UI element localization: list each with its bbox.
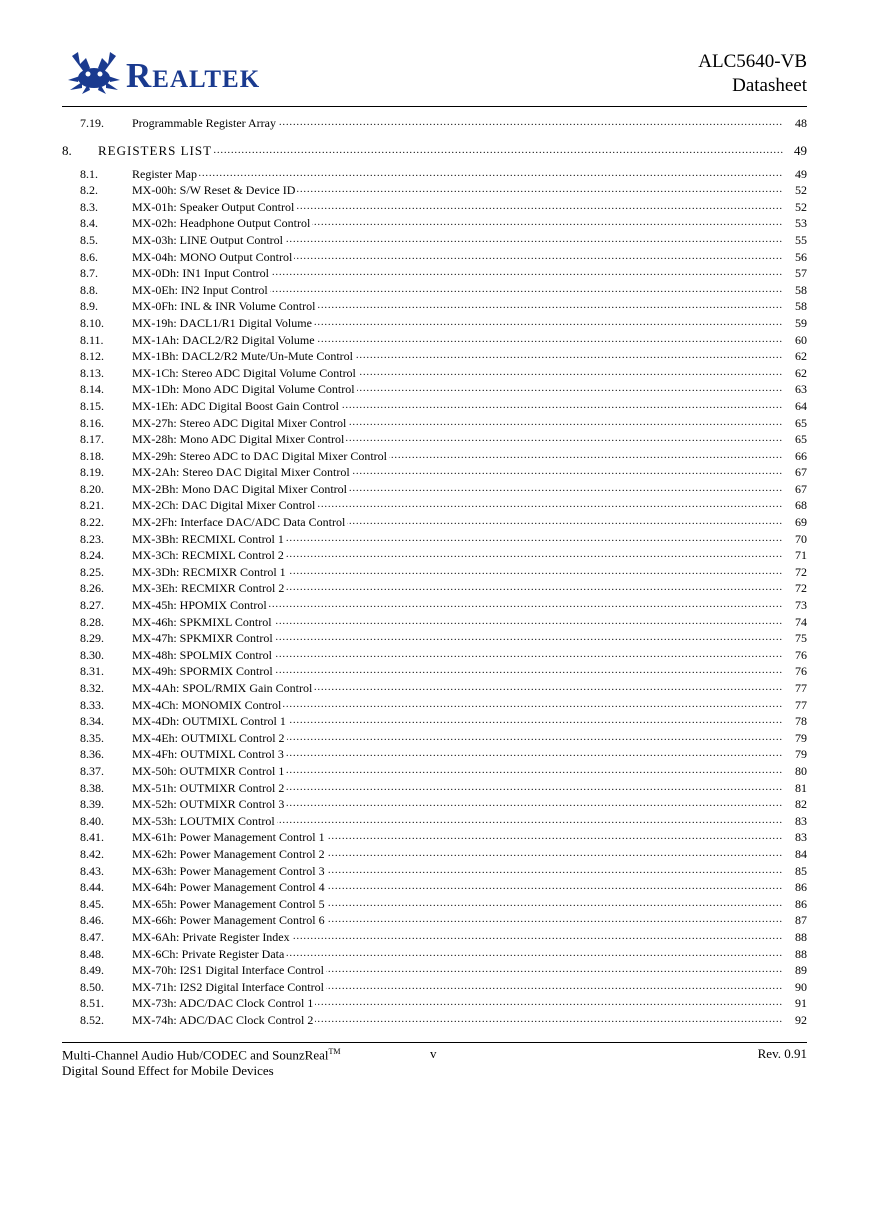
toc-entry[interactable] — [62, 730, 807, 747]
toc-entry-page: 76 — [795, 664, 807, 679]
toc-entry-title — [132, 647, 783, 664]
toc-entry-title-text: MX-1Dh: Mono ADC Digital Volume Control — [132, 382, 355, 397]
toc-entry-title — [132, 813, 783, 830]
toc-entry-number: 8.27. — [80, 598, 104, 613]
toc-entry-title-text: Programmable Register Array — [132, 116, 276, 130]
toc-entry-title — [132, 846, 783, 863]
toc-entry-title — [132, 879, 783, 896]
toc-entry-number: 8.30. — [80, 647, 104, 662]
toc-entry[interactable] — [62, 796, 807, 813]
toc-entry-page: 77 — [795, 697, 807, 712]
toc-entry[interactable] — [62, 663, 807, 680]
toc-entry-number: 8.51. — [80, 996, 104, 1011]
toc-entry-number: 8.50. — [80, 979, 104, 994]
toc-entry-title — [132, 630, 783, 647]
toc-entry[interactable] — [62, 813, 807, 830]
toc-entry-title-text: MX-73h: ADC/DAC Clock Control 1 — [132, 996, 314, 1011]
toc-entry[interactable] — [62, 1012, 807, 1029]
toc-entry[interactable] — [62, 431, 807, 448]
toc-entry-page: 56 — [795, 249, 807, 264]
toc-entry-title — [132, 448, 783, 465]
toc-entry-number: 8.41. — [80, 830, 104, 845]
toc-entry-page: 79 — [795, 747, 807, 762]
document-title — [698, 50, 807, 98]
trademark-mark: TM — [328, 1047, 341, 1056]
toc-entry-number: 8.47. — [80, 929, 104, 944]
toc-entry[interactable] — [62, 912, 807, 929]
toc-entry[interactable] — [62, 315, 807, 332]
toc-entry[interactable] — [62, 140, 807, 162]
toc-entry-title-text: MX-27h: Stereo ADC Digital Mixer Control — [132, 415, 347, 430]
toc-entry-title-text: MX-71h: I2S2 Digital Interface Control — [132, 979, 324, 994]
toc-entry-page: 90 — [795, 979, 807, 994]
toc-entry-number: 8.49. — [80, 963, 104, 978]
toc-entry[interactable] — [62, 348, 807, 365]
toc-entry-title — [132, 929, 783, 946]
toc-entry-title-text: MX-0Eh: IN2 Input Control — [132, 282, 268, 297]
toc-entry-number: 8.10. — [80, 315, 104, 330]
document-type: Datasheet — [732, 75, 807, 96]
toc-entry[interactable] — [62, 763, 807, 780]
toc-entry[interactable] — [62, 298, 807, 315]
toc-entry-number: 8.44. — [80, 880, 104, 895]
toc-entry-number: 7.19. — [80, 116, 104, 130]
toc-entry-page: 64 — [795, 398, 807, 413]
toc-entry-title-text: MX-2Ah: Stereo DAC Digital Mixer Control — [132, 465, 350, 480]
toc-entry-title-text: MX-53h: LOUTMIX Control — [132, 813, 275, 828]
toc-entry-number: 8.18. — [80, 448, 104, 463]
toc-entry-page: 80 — [795, 763, 807, 778]
crab-logo-icon — [64, 50, 124, 100]
toc-entry-page: 59 — [795, 315, 807, 330]
toc-entry-number: 8.11. — [80, 332, 104, 347]
toc-entry-page: 77 — [795, 681, 807, 695]
toc-entry-title — [132, 249, 783, 266]
toc-entry-title — [132, 946, 783, 963]
toc-entry-number: 8.34. — [80, 714, 104, 729]
toc-entry-page: 63 — [795, 382, 807, 397]
toc-entry-title — [132, 431, 783, 448]
toc-entry-page: 87 — [795, 913, 807, 928]
toc-entry-title — [132, 547, 783, 564]
toc-entry-number: 8.35. — [80, 730, 104, 745]
toc-entry-title — [132, 697, 783, 714]
toc-entry[interactable] — [62, 381, 807, 398]
toc-entry-page: 68 — [795, 498, 807, 513]
toc-entry-page: 58 — [795, 282, 807, 297]
toc-entry-number: 8.32. — [80, 681, 104, 695]
toc-entry-title — [132, 680, 783, 697]
toc-entry-title — [132, 514, 783, 531]
toc-entry-page: 52 — [795, 183, 807, 198]
toc-entry-number: 8.26. — [80, 581, 104, 596]
toc-entry-title-text: MX-47h: SPKMIXR Control — [132, 631, 273, 646]
toc-entry-page: 69 — [795, 515, 807, 530]
toc-entry-page: 81 — [795, 780, 807, 795]
toc-entry-title-text: MX-3Ch: RECMIXL Control 2 — [132, 548, 284, 563]
toc-entry-title — [132, 597, 783, 614]
toc-entry-title-text: MX-3Dh: RECMIXR Control 1 — [132, 564, 286, 579]
toc-entry-title-text: REGISTERS LIST — [98, 142, 213, 158]
toc-entry-number: 8.43. — [80, 863, 104, 878]
toc-entry[interactable] — [62, 979, 807, 996]
toc-entry-title — [132, 398, 783, 415]
toc-entry-title — [132, 580, 783, 597]
toc-entry-title — [132, 115, 783, 132]
toc-entry-number: 8.39. — [80, 797, 104, 812]
toc-entry-title — [132, 912, 783, 929]
toc-entry-number: 8.52. — [80, 1012, 104, 1027]
part-number: ALC5640-VB — [698, 51, 807, 72]
toc-entry-page: 71 — [795, 548, 807, 563]
toc-entry-title — [132, 282, 783, 299]
toc-entry-title — [132, 663, 783, 680]
toc-entry[interactable] — [62, 265, 807, 282]
footer-description — [62, 1044, 340, 1079]
toc-entry[interactable] — [62, 531, 807, 548]
toc-entry-number: 8.28. — [80, 614, 104, 629]
toc-entry-page: 67 — [795, 465, 807, 480]
toc-entry-title — [132, 365, 783, 382]
toc-entry-title — [132, 332, 783, 349]
toc-entry-page: 78 — [795, 714, 807, 729]
footer-divider — [62, 1042, 807, 1043]
toc-entry-title — [132, 746, 783, 763]
toc-entry-page: 85 — [795, 863, 807, 878]
toc-entry-page: 91 — [795, 996, 807, 1011]
toc-entry-title-text: MX-19h: DACL1/R1 Digital Volume — [132, 315, 312, 330]
toc-entry-title — [132, 348, 783, 365]
toc-entry-title-text: MX-62h: Power Management Control 2 — [132, 846, 325, 861]
toc-entry[interactable] — [62, 547, 807, 564]
toc-entry-number: 8.37. — [80, 763, 104, 778]
toc-entry-title-text: MX-46h: SPKMIXL Control — [132, 614, 272, 629]
toc-entry-title — [132, 962, 783, 979]
toc-entry[interactable] — [62, 879, 807, 896]
toc-entry-page: 49 — [795, 166, 807, 181]
toc-entry-title-text: MX-00h: S/W Reset & Device ID — [132, 183, 296, 198]
toc-entry-title — [132, 497, 783, 514]
toc-entry-title-text: MX-64h: Power Management Control 4 — [132, 880, 325, 895]
toc-entry[interactable] — [62, 564, 807, 581]
table-of-contents — [62, 115, 807, 1028]
toc-entry-page: 86 — [795, 896, 807, 911]
toc-entry-page: 86 — [795, 880, 807, 895]
toc-entry-number: 8.1. — [80, 166, 98, 181]
toc-entry-number: 8.45. — [80, 896, 104, 911]
toc-entry-title — [132, 381, 783, 398]
toc-entry-number: 8.22. — [80, 515, 104, 530]
toc-entry-title-text: MX-1Ah: DACL2/R2 Digital Volume — [132, 332, 315, 347]
toc-entry-title-text: MX-03h: LINE Output Control — [132, 232, 283, 247]
toc-entry-page: 62 — [795, 365, 807, 380]
toc-entry[interactable] — [62, 166, 807, 183]
toc-entry-title-text: MX-28h: Mono ADC Digital Mixer Control — [132, 432, 345, 447]
toc-entry-page: 49 — [794, 142, 807, 158]
toc-entry-number: 8.23. — [80, 531, 104, 546]
toc-entry-page: 65 — [795, 415, 807, 430]
toc-entry-number: 8.15. — [80, 398, 104, 413]
toc-entry-number: 8.14. — [80, 382, 104, 397]
toc-entry-title — [132, 265, 783, 282]
toc-entry-title-text: MX-6Ah: Private Register Index — [132, 929, 290, 944]
header-divider — [62, 106, 807, 107]
toc-entry-title — [132, 481, 783, 498]
toc-entry-title-text: MX-3Bh: RECMIXL Control 1 — [132, 531, 284, 546]
toc-entry[interactable] — [62, 464, 807, 481]
toc-entry-title-text: MX-3Eh: RECMIXR Control 2 — [132, 581, 285, 596]
toc-entry-title-text: MX-50h: OUTMIXR Control 1 — [132, 763, 285, 778]
toc-entry-title — [132, 979, 783, 996]
toc-entry[interactable] — [62, 365, 807, 382]
toc-entry-title-text: MX-63h: Power Management Control 3 — [132, 863, 325, 878]
toc-entry-page: 62 — [795, 349, 807, 364]
toc-entry-title — [132, 829, 783, 846]
toc-entry-title — [132, 614, 783, 631]
toc-entry-title — [132, 415, 783, 432]
toc-entry-number: 8.12. — [80, 349, 104, 364]
toc-entry-title-text: Register Map — [132, 166, 197, 181]
toc-entry-page: 82 — [795, 797, 807, 812]
toc-entry-title-text: MX-52h: OUTMIXR Control 3 — [132, 797, 285, 812]
toc-entry-page: 70 — [795, 531, 807, 546]
toc-entry[interactable] — [62, 282, 807, 299]
toc-entry-number: 8.6. — [80, 249, 98, 264]
toc-entry-number: 8.48. — [80, 946, 104, 961]
toc-entry-number: 8.13. — [80, 365, 104, 380]
toc-entry-number: 8.5. — [80, 232, 98, 247]
toc-entry-title — [132, 531, 783, 548]
toc-entry-title-text: MX-29h: Stereo ADC to DAC Digital Mixer Control — [132, 448, 387, 463]
toc-entry-page: 79 — [795, 730, 807, 745]
toc-entry-page: 88 — [795, 929, 807, 944]
toc-entry-number: 8.21. — [80, 498, 104, 513]
toc-entry-title — [132, 863, 783, 880]
toc-entry-number: 8.38. — [80, 780, 104, 795]
toc-entry[interactable] — [62, 497, 807, 514]
toc-entry[interactable] — [62, 199, 807, 216]
toc-entry-number: 8.4. — [80, 216, 98, 231]
toc-entry[interactable] — [62, 697, 807, 714]
toc-entry-title-text: MX-2Ch: DAC Digital Mixer Control — [132, 498, 316, 513]
toc-entry-title-text: MX-0Dh: IN1 Input Control — [132, 266, 269, 281]
toc-entry-title — [132, 896, 783, 913]
toc-entry-title — [132, 464, 783, 481]
toc-entry[interactable] — [62, 995, 807, 1012]
toc-entry-title-text: MX-1Ch: Stereo ADC Digital Volume Control — [132, 365, 356, 380]
toc-entry-title — [132, 995, 783, 1012]
toc-entry[interactable] — [62, 249, 807, 266]
toc-entry-page: 92 — [795, 1012, 807, 1027]
toc-entry-title — [132, 298, 783, 315]
realtek-logo — [64, 50, 294, 100]
toc-entry-title-text: MX-0Fh: INL & INR Volume Control — [132, 299, 316, 314]
revision: Rev. 0.91 — [757, 1046, 807, 1061]
toc-entry-page: 58 — [795, 299, 807, 314]
toc-entry[interactable] — [62, 829, 807, 846]
page-number: v — [430, 1046, 437, 1061]
toc-entry-number: 8.8. — [80, 282, 98, 297]
toc-entry-title-text: MX-74h: ADC/DAC Clock Control 2 — [132, 1012, 314, 1027]
toc-entry-title-text: MX-4Ah: SPOL/RMIX Gain Control — [132, 681, 313, 695]
toc-entry-title-text: MX-6Ch: Private Register Data — [132, 946, 285, 961]
brand-name: Realtek — [126, 56, 261, 95]
toc-entry-page: 53 — [795, 216, 807, 231]
toc-entry-number: 8.33. — [80, 697, 104, 712]
toc-entry-title-text: MX-02h: Headphone Output Control — [132, 216, 311, 231]
toc-entry[interactable] — [62, 580, 807, 597]
toc-entry[interactable] — [62, 332, 807, 349]
footer-line-1: Multi-Channel Audio Hub/CODEC and SounzReal — [62, 1047, 329, 1063]
toc-entry[interactable] — [62, 780, 807, 797]
toc-entry-number: 8.9. — [80, 299, 98, 314]
toc-entry-title-text: MX-1Eh: ADC Digital Boost Gain Control — [132, 398, 339, 413]
toc-entry[interactable] — [62, 929, 807, 946]
toc-entry[interactable] — [62, 614, 807, 631]
toc-entry-number: 8.2. — [80, 183, 98, 198]
toc-entry-page: 89 — [795, 963, 807, 978]
toc-entry-page: 67 — [795, 481, 807, 496]
toc-entry-title-text: MX-48h: SPOLMIX Control — [132, 647, 273, 662]
toc-entry-title — [132, 315, 783, 332]
toc-entry-title — [98, 140, 783, 162]
toc-entry[interactable] — [62, 597, 807, 614]
toc-entry-page: 88 — [795, 946, 807, 961]
toc-entry-page: 55 — [795, 232, 807, 247]
toc-entry[interactable] — [62, 448, 807, 465]
toc-entry[interactable] — [62, 946, 807, 963]
toc-entry-title-text: MX-2Fh: Interface DAC/ADC Data Control — [132, 515, 346, 530]
toc-entry-title — [132, 796, 783, 813]
toc-entry[interactable] — [62, 647, 807, 664]
toc-entry[interactable] — [62, 863, 807, 880]
toc-entry[interactable] — [62, 514, 807, 531]
toc-entry-title — [132, 232, 783, 249]
footer-line-2: Digital Sound Effect for Mobile Devices — [62, 1063, 274, 1079]
toc-entry-page: 84 — [795, 846, 807, 861]
toc-entry-page: 72 — [795, 564, 807, 579]
toc-entry-page: 74 — [795, 614, 807, 629]
toc-entry-title — [132, 215, 783, 232]
toc-entry-title — [132, 199, 783, 216]
toc-entry-page: 75 — [795, 631, 807, 646]
toc-entry-title-text: MX-49h: SPORMIX Control — [132, 664, 273, 679]
toc-entry-title-text: MX-70h: I2S1 Digital Interface Control — [132, 963, 324, 978]
toc-entry-title — [132, 564, 783, 581]
toc-entry-title-text: MX-4Eh: OUTMIXL Control 2 — [132, 730, 285, 745]
toc-entry-title — [132, 730, 783, 747]
toc-entry[interactable] — [62, 846, 807, 863]
toc-entry-number: 8. — [62, 142, 72, 158]
toc-entry-number: 8.36. — [80, 747, 104, 762]
toc-entry-page: 66 — [795, 448, 807, 463]
toc-entry-title — [132, 166, 783, 183]
toc-entry-title-text: MX-66h: Power Management Control 6 — [132, 913, 325, 928]
toc-entry-page: 65 — [795, 432, 807, 447]
toc-entry-title-text: MX-04h: MONO Output Control — [132, 249, 293, 264]
toc-entry-number: 8.7. — [80, 266, 98, 281]
toc-entry-number: 8.31. — [80, 664, 104, 679]
toc-entry-page: 83 — [795, 830, 807, 845]
toc-entry[interactable] — [62, 630, 807, 647]
toc-entry[interactable] — [62, 415, 807, 432]
toc-entry[interactable] — [62, 215, 807, 232]
toc-entry-number: 8.24. — [80, 548, 104, 563]
toc-entry-title-text: MX-45h: HPOMIX Control — [132, 598, 267, 613]
toc-entry-number: 8.16. — [80, 415, 104, 430]
toc-entry[interactable] — [62, 182, 807, 199]
toc-entry-title-text: MX-1Bh: DACL2/R2 Mute/Un-Mute Control — [132, 349, 353, 364]
toc-entry-page: 48 — [795, 116, 807, 130]
toc-entry-title-text: MX-4Ch: MONOMIX Control — [132, 697, 282, 712]
toc-entry-number: 8.46. — [80, 913, 104, 928]
toc-entry-number: 8.42. — [80, 846, 104, 861]
toc-entry-title — [132, 763, 783, 780]
toc-entry[interactable] — [62, 962, 807, 979]
toc-entry-page: 57 — [795, 266, 807, 281]
toc-entry-number: 8.29. — [80, 631, 104, 646]
toc-entry-title — [132, 1012, 783, 1029]
toc-entry-page: 52 — [795, 199, 807, 214]
toc-entry-number: 8.19. — [80, 465, 104, 480]
toc-entry-number: 8.3. — [80, 199, 98, 214]
toc-entry-title — [132, 780, 783, 797]
toc-entry-page: 73 — [795, 598, 807, 613]
toc-entry-title — [132, 713, 783, 730]
toc-entry[interactable] — [62, 680, 807, 697]
toc-entry-number: 8.17. — [80, 432, 104, 447]
toc-entry-page: 83 — [795, 813, 807, 828]
toc-entry-page: 60 — [795, 332, 807, 347]
toc-entry[interactable] — [62, 896, 807, 913]
toc-entry-number: 8.40. — [80, 813, 104, 828]
toc-entry[interactable] — [62, 115, 807, 132]
toc-entry-title-text: MX-65h: Power Management Control 5 — [132, 896, 325, 911]
toc-entry-page: 76 — [795, 647, 807, 662]
toc-entry-page: 72 — [795, 581, 807, 596]
toc-entry-title — [132, 182, 783, 199]
toc-entry-number: 8.25. — [80, 564, 104, 579]
toc-entry[interactable] — [62, 481, 807, 498]
toc-entry[interactable] — [62, 398, 807, 415]
toc-entry[interactable] — [62, 746, 807, 763]
toc-entry[interactable] — [62, 232, 807, 249]
toc-entry[interactable] — [62, 713, 807, 730]
toc-entry-title-text: MX-61h: Power Management Control 1 — [132, 830, 325, 845]
toc-entry-title-text: MX-4Dh: OUTMIXL Control 1 — [132, 714, 286, 729]
toc-entry-title-text: MX-51h: OUTMIXR Control 2 — [132, 780, 285, 795]
toc-entry-number: 8.20. — [80, 481, 104, 496]
page-header — [62, 46, 807, 104]
toc-entry-title-text: MX-2Bh: Mono DAC Digital Mixer Control — [132, 481, 347, 496]
toc-entry-title-text: MX-4Fh: OUTMIXL Control 3 — [132, 747, 284, 762]
toc-entry-title-text: MX-01h: Speaker Output Control — [132, 199, 295, 214]
